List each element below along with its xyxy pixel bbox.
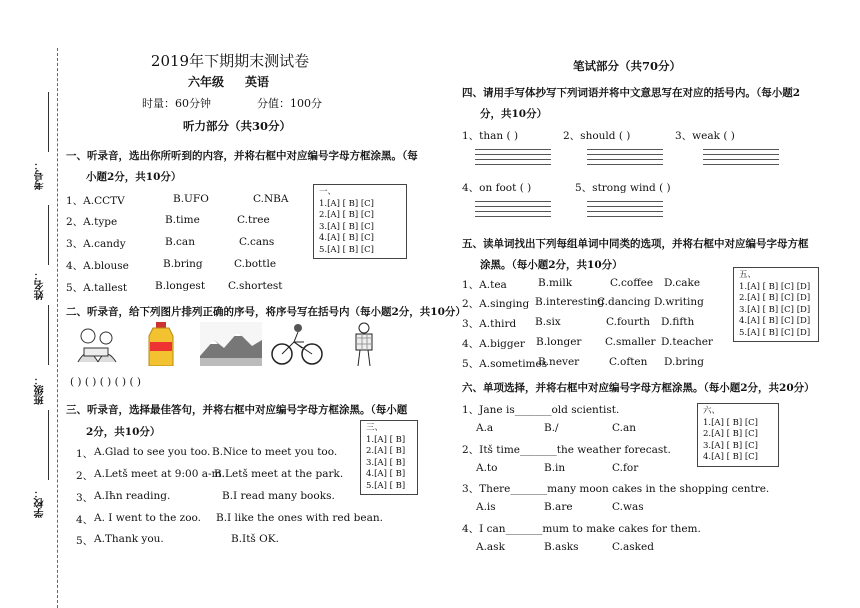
s3-instruction: 三、听录音，选择最佳答句，并将右框中对应编号字母方框涂黑。（每小题: [66, 404, 408, 416]
s3-option-b: B.Letš meet at the park.: [214, 468, 344, 480]
answer-row[interactable]: 3.[A] [ B]: [366, 457, 406, 468]
s1-item-b: B.can: [165, 236, 195, 248]
answer-box-heading: 三、: [366, 423, 384, 433]
s2-instruction: 二、听录音，给下列图片排列正确的序号，将序号写在括号内（每小题2分，共10分）: [66, 306, 466, 318]
s4-instruction-2: 分，共10分）: [480, 108, 548, 120]
listening-title: 听力部分（共30分）: [183, 119, 292, 133]
s5-option-c: C.coffee: [610, 277, 654, 289]
time-limit: 时量：60分钟: [142, 97, 211, 110]
school-blank[interactable]: [48, 410, 49, 480]
exam-number-blank[interactable]: [48, 92, 49, 152]
answer-row[interactable]: 1.[A] [ B]: [366, 434, 406, 445]
s5-instruction: 五、读单词找出下列每组单词中同类的选项，并将右框中对应编号字母方框: [462, 238, 809, 250]
s1-instruction: 一、听录音，选出你所听到的内容，并将右框中对应编号字母方框涂黑。（每: [66, 150, 418, 162]
s4-word-on-foot[interactable]: 4、on foot ( ): [462, 182, 532, 194]
s6-question: 2、Itš time_______the weather forecast.: [462, 444, 671, 456]
binding-dashed-line: [57, 48, 58, 608]
s6-option-a: A.to: [476, 462, 498, 474]
class-label: 班级：: [35, 375, 46, 405]
answer-row[interactable]: 5.[A] [ B]: [366, 480, 406, 491]
s6-option-c: C.for: [612, 462, 639, 474]
s1-item-c: C.tree: [237, 214, 270, 226]
answer-row[interactable]: 1.[A] [ B] [C]: [319, 198, 375, 209]
answer-row[interactable]: 3.[A] [ B] [C] [D]: [739, 304, 811, 315]
s3-item-number: 5、: [76, 535, 94, 547]
s3-answer-box[interactable]: [360, 420, 418, 495]
written-title: 笔试部分（共70分）: [573, 59, 682, 73]
s6-option-a: A.ask: [476, 541, 505, 553]
s4-instruction: 四、请用手写体抄写下列词语并将中文意思写在对应的括号内。（每小题2: [462, 87, 801, 99]
s1-item-a: 5、A.tallest: [66, 282, 128, 294]
snowy-mountain-picture: [200, 322, 262, 366]
s1-item-a: 1、A.CCTV: [66, 195, 125, 207]
s3-option-a: A.Letš meet at 9:00 a-m.: [94, 468, 225, 480]
s6-question: 3、There_______many moon cakes in the shopping centre.: [462, 483, 770, 495]
answer-row[interactable]: 2.[A] [ B]: [366, 446, 406, 456]
s6-option-a: A.is: [476, 501, 496, 513]
answer-row[interactable]: 3.[A] [ B] [C]: [319, 221, 375, 232]
s6-option-c: C.an: [612, 422, 637, 434]
s6-option-b: B./: [544, 422, 559, 434]
class-blank[interactable]: [48, 305, 49, 365]
grade-label: 六年级: [188, 75, 225, 89]
s4-word-strong-wind[interactable]: 5、strong wind ( ): [575, 182, 671, 194]
s1-item-a: 4、A.blouse: [66, 260, 129, 272]
subject-label: 英语: [245, 75, 270, 89]
kids-reading-picture: [68, 322, 126, 366]
answer-row[interactable]: 2.[A] [ B] [C]: [319, 210, 375, 220]
s5-option-d: D.writing: [654, 296, 704, 308]
s3-option-b: B.Nice to meet you too.: [212, 446, 338, 458]
s5-option-c: C.dancing: [597, 296, 651, 308]
s1-item-c: C.cans: [239, 236, 275, 248]
s1-item-a: 3、A.candy: [66, 238, 126, 250]
s5-option-b: B.six: [535, 316, 561, 328]
s5-option-a: 3、A.third: [462, 318, 517, 330]
name-label: 姓名：: [35, 270, 46, 300]
s5-option-a: 2、A.singing: [462, 298, 530, 310]
juice-bottle-picture: [143, 322, 179, 366]
s6-question: 4、I can_______mum to make cakes for them.: [462, 523, 701, 535]
answer-row[interactable]: 4.[A] [ B] [C]: [319, 233, 375, 243]
s6-question: 1、Jane is_______old scientist.: [462, 404, 620, 416]
s5-option-a: 1、A.tea: [462, 279, 507, 291]
boy-in-plaid-picture: [350, 322, 378, 366]
answer-box-heading: 六、: [703, 406, 721, 416]
s5-option-b: B.longer: [536, 336, 582, 348]
answer-row[interactable]: 3.[A] [ B] [C]: [703, 440, 759, 451]
name-blank[interactable]: [48, 205, 49, 265]
s6-option-b: B.asks: [544, 541, 579, 553]
s1-item-b: B.bring: [163, 258, 203, 270]
answer-row[interactable]: 4.[A] [ B] [C]: [703, 452, 759, 462]
s6-option-c: C.was: [612, 501, 644, 513]
s3-instruction-2: 2分，共10分）: [86, 426, 161, 438]
s5-option-c: C.often: [609, 356, 648, 368]
s5-option-d: D.teacher: [661, 336, 713, 348]
s1-item-b: B.UFO: [173, 193, 209, 205]
s3-item-number: 1、: [76, 448, 94, 460]
s5-option-d: D.fifth: [661, 316, 695, 328]
exam-number-label: 考号：: [35, 160, 46, 190]
s5-instruction-2: 涂黑。（每小题2分，共10分）: [480, 259, 623, 271]
s3-option-a: A.Thank you.: [94, 533, 164, 545]
answer-row[interactable]: 2.[A] [ B] [C]: [703, 429, 759, 439]
s3-option-a: A.Iћn reading.: [94, 490, 171, 502]
s5-option-d: D.bring: [664, 356, 704, 368]
school-label: 学校：: [35, 488, 46, 518]
s5-option-d: D.cake: [664, 277, 701, 289]
s6-option-c: C.asked: [612, 541, 654, 553]
s6-answer-box[interactable]: [697, 403, 779, 467]
s1-item-c: C.NBA: [253, 193, 289, 205]
answer-box-heading: 一、: [319, 187, 337, 197]
total-score: 分值：100分: [257, 97, 322, 110]
s1-item-c: C.bottle: [234, 258, 277, 270]
s3-item-number: 2、: [76, 470, 94, 482]
s5-option-b: B.milk: [538, 277, 573, 289]
s1-item-b: B.time: [165, 214, 200, 226]
s5-option-b: B.interesting: [535, 296, 605, 308]
cyclist-picture: [270, 322, 324, 366]
s3-option-b: B.I read many books.: [222, 490, 335, 502]
answer-row[interactable]: 4.[A] [ B] [C] [D]: [739, 316, 811, 326]
s3-option-b: B.Itš OK.: [231, 533, 279, 545]
answer-row[interactable]: 1.[A] [ B] [C] [D]: [739, 281, 811, 292]
page-title: 2019年下期期末测试卷: [150, 52, 310, 70]
s6-option-b: B.are: [544, 501, 573, 513]
s6-option-b: B.in: [544, 462, 566, 474]
s4-word-should[interactable]: 2、should ( ): [563, 130, 631, 142]
s4-word-weak[interactable]: 3、weak ( ): [675, 130, 735, 142]
s3-option-a: A. I went to the zoo.: [94, 512, 202, 524]
answer-row[interactable]: 2.[A] [ B] [C] [D]: [739, 293, 811, 303]
answer-row[interactable]: 4.[A] [ B]: [366, 469, 406, 479]
s2-answer-brackets[interactable]: ( ) ( ) ( ) ( ) ( ): [70, 376, 142, 388]
s3-item-number: 3、: [76, 492, 94, 504]
s1-item-c: C.shortest: [228, 280, 283, 292]
s3-option-a: A.Glad to see you too.: [94, 446, 211, 458]
s3-option-b: B.I like the ones with red bean.: [216, 512, 383, 524]
s5-option-c: C.fourth: [606, 316, 650, 328]
s1-item-b: B.longest: [155, 280, 206, 292]
s1-instruction-2: 小题2分，共10分）: [86, 171, 182, 183]
s5-option-c: C.smaller: [605, 336, 656, 348]
s5-option-a: 5、A.sometimes: [462, 358, 548, 370]
s6-option-a: A.a: [476, 422, 494, 434]
s5-answer-box[interactable]: [733, 267, 819, 342]
s6-instruction: 六、单项选择，并将右框中对应编号字母方框涂黑。（每小题2分，共20分）: [462, 382, 815, 394]
answer-row[interactable]: 5.[A] [ B] [C]: [319, 244, 375, 255]
answer-box-heading: 五、: [739, 270, 757, 280]
s5-option-a: 4、A.bigger: [462, 338, 525, 350]
s4-word-than[interactable]: 1、than ( ): [462, 130, 519, 142]
s1-item-a: 2、A.type: [66, 216, 118, 228]
s5-option-b: B.never: [538, 356, 580, 368]
s3-item-number: 4、: [76, 514, 94, 526]
answer-row[interactable]: 5.[A] [ B] [C] [D]: [739, 327, 811, 338]
answer-row[interactable]: 1.[A] [ B] [C]: [703, 417, 759, 428]
s1-answer-box[interactable]: [313, 184, 407, 259]
